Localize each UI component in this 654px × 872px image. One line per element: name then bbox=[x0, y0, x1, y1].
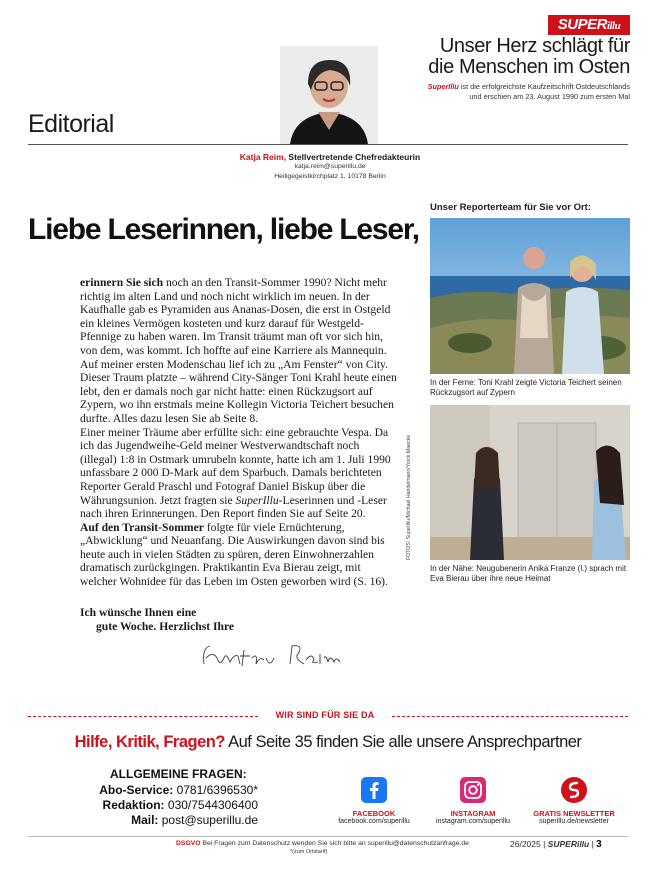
dsgvo-note: DSGVO Bei Fragen zum Datenschutz wenden Sie sich bitte an superillu@datenschutzanfrage.de bbox=[176, 840, 469, 847]
slogan-line-2: die Menschen im Osten bbox=[428, 56, 630, 78]
facebook-icon bbox=[361, 777, 387, 803]
caption-2: In der Nähe: Neugubenerin Anika Franze (l.) sprach mit Eva Bierau über ihre neue Heimat bbox=[430, 564, 627, 583]
instagram-link[interactable]: INSTAGRAM instagram.com/superillu bbox=[423, 777, 523, 825]
mail: Mail: post@superillu.de bbox=[131, 813, 258, 827]
author-portrait bbox=[280, 46, 378, 144]
photo-credit: FOTOS: SuperIllu/Michael Handelmann/Yorck Maecke bbox=[406, 434, 412, 560]
redaktion: Redaktion: 030/7544306400 bbox=[102, 798, 258, 812]
closing: Ich wünsche Ihnen eine gute Woche. Herzlichst Ihre bbox=[80, 606, 235, 633]
newsletter-icon bbox=[561, 777, 587, 803]
article-body bbox=[80, 276, 398, 589]
reporter-team-title: Unser Reporterteam für Sie vor Ort: bbox=[430, 202, 592, 213]
author-name: Katja Reim, bbox=[239, 152, 287, 162]
author-role: Stellvertretende Chefredakteurin bbox=[286, 152, 421, 162]
superillu-logo: SUPERillu bbox=[548, 15, 630, 35]
paragraph-2: Einer meiner Träume aber erfüllte sich: eine gebrauchte Vespa. Da ich das Jugendweihe-Geld meiner Westverwandtschaft noch (illegal) 1:8 in Ostmark umrubeln konnte, hatte ich am 1. Juli 1990 unfassbare 2 000 D-Mark auf dem Sparbuch. Damals berichteten Reporter Gerald Praschl und Fotograf Daniel Biskup über die Währungsunion. Jetzt fragten sie SuperIllu-Leserinnen und -Leser nach ihren Erinnerungen. Den Report finden Sie auf Seite 20. bbox=[80, 425, 391, 521]
caption-1: In der Ferne: Toni Krahl zeigte Victoria Teichert seinen Rückzugsort auf Zypern bbox=[430, 378, 622, 397]
issue-number: 26/2025 bbox=[510, 839, 541, 849]
author-block bbox=[222, 152, 438, 182]
photo-apartment bbox=[430, 405, 630, 560]
page-number: 3 bbox=[596, 839, 602, 850]
signature-drawing bbox=[200, 640, 350, 672]
signature bbox=[200, 640, 350, 672]
author-email[interactable]: katja.reim@superillu.de bbox=[294, 163, 366, 170]
slogan-subtext: SuperIllu ist die erfolgreichste Kaufzeitschrift Ostdeutschlands und erschien am 23. August 1990 zum ersten Mal bbox=[427, 82, 630, 101]
slogan-brand: SuperIllu bbox=[427, 82, 459, 91]
dashed-divider-right bbox=[392, 716, 628, 717]
photo-cyprus bbox=[430, 218, 630, 374]
instagram-icon bbox=[460, 777, 486, 803]
footer-brand: SUPERillu bbox=[547, 839, 590, 849]
paragraph-3: Auf den Transit-Sommer folgte für viele Ernüchterung, „Abwicklung“ und Neuanfang. Die Auswirkungen davon sind bis heute auch in vielen Städten zu spüren, deren Einwohnerzahlen dramatisch zurückgingen. Praktikantin Eva Bierau zeigt, mit welcher Wohnidee für das Leben im Osten geworben wird (S. 16). bbox=[80, 520, 388, 589]
slogan-line-1: Unser Herz schlägt für bbox=[439, 35, 630, 57]
section-title: Editorial bbox=[28, 110, 114, 138]
header-rule bbox=[28, 144, 628, 145]
facebook-link[interactable]: FACEBOOK facebook.com/superillu bbox=[324, 777, 424, 825]
slogan bbox=[420, 36, 630, 78]
paragraph-1: erinnern Sie sich noch an den Transit-Sommer 1990? Nicht mehr richtig im alten Land und noch nicht wirklich im neuen. In der Kaufhalle gab es Pyramiden aus Ananas-Dosen, die erst in Ostgeld ein kleines Vermögen kosteten und kurz darauf für Westgeld-Pfennige zu haben waren. Im Transit träumt man oft vor sich hin, von dem, was kommt. Ich hoffte auf eine Karriere als Mannequin. Auf meiner ersten Modenschau lief ich zu „Am Fenster“ von City. Dieser Traum platzte – während City-Sänger Toni Krahl heute einen lebt, den er damals noch gar nicht hatte: einen Rückzugsort auf Zypern, wo ihn erstmals meine Kollegin Victoria Teichert besuchen durfte. Alles dazu lesen Sie ab Seite 8. bbox=[80, 276, 397, 425]
headline: Liebe Leserinnen, liebe Leser, bbox=[28, 213, 419, 246]
page-footer: 26/2025 | SUPERillu | 3 bbox=[510, 839, 602, 850]
contact-banner: WIR SIND FÜR SIE DA bbox=[275, 710, 375, 720]
general-questions-title: ALLGEMEINE FRAGEN: bbox=[110, 767, 247, 781]
ortstarif-note: *(zum Ortstarif) bbox=[290, 849, 328, 855]
abo-service: Abo-Service: 0781/6396530* bbox=[99, 783, 258, 797]
help-line: Hilfe, Kritik, Fragen? Auf Seite 35 finden Sie alle unsere Ansprechpartner bbox=[74, 733, 582, 751]
dashed-divider-left bbox=[28, 716, 258, 717]
newsletter-link[interactable]: GRATIS NEWSLETTER superillu.de/newsletter bbox=[524, 777, 624, 825]
author-address: Heiligegeistkirchplatz 1, 10178 Berlin bbox=[274, 173, 386, 180]
footer-rule bbox=[28, 836, 628, 837]
